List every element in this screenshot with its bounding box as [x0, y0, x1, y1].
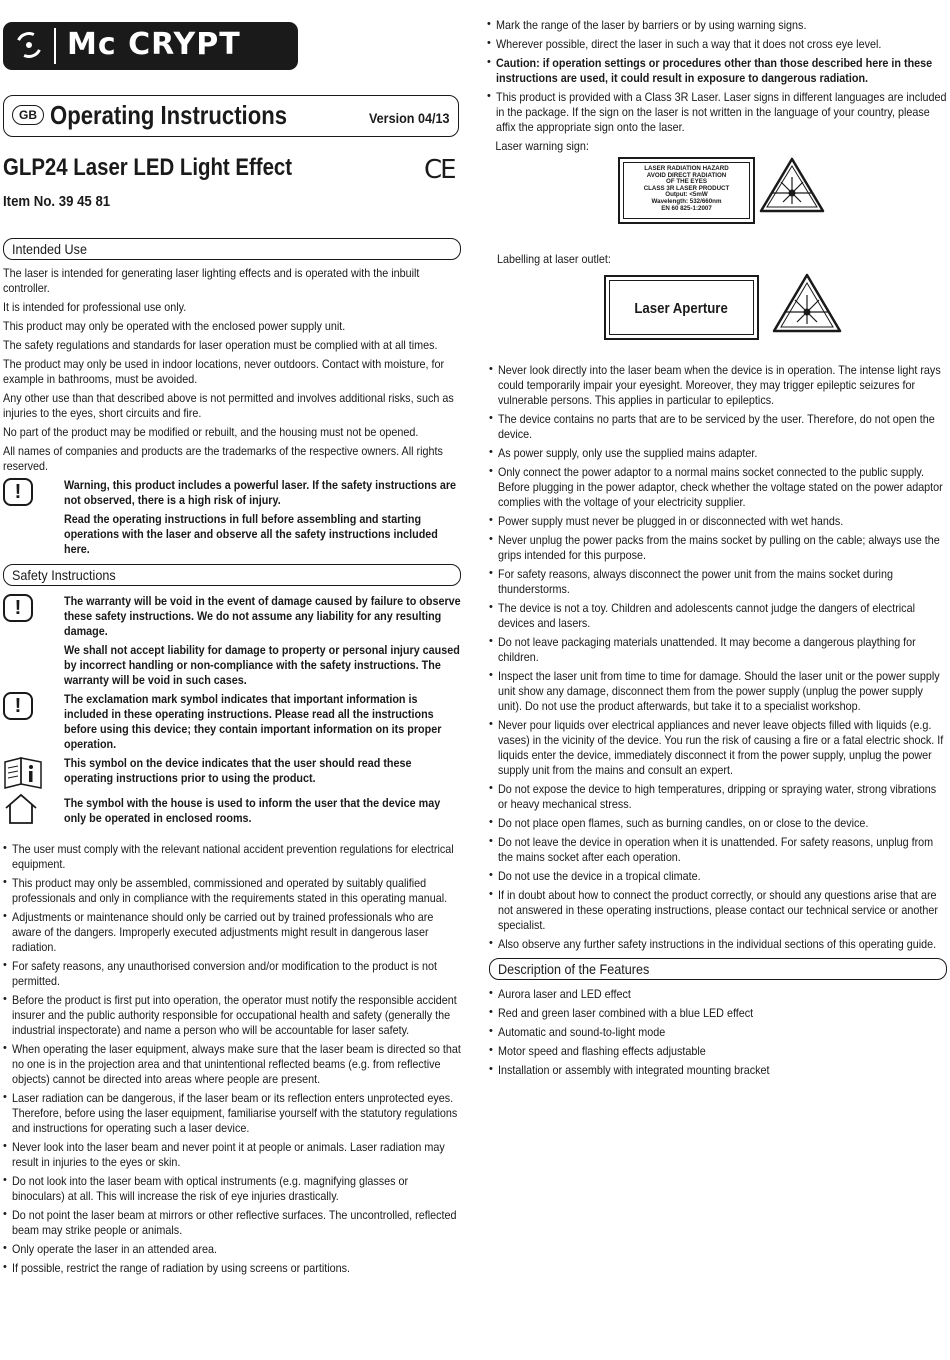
list-item: [3, 1261, 461, 1276]
list-item: [489, 888, 947, 933]
manual-symbol-block: [3, 756, 461, 786]
language-badge: GB: [12, 105, 44, 125]
left-column: [3, 238, 461, 1280]
list-item: [489, 1006, 947, 1021]
feature-text: • Automatic and sound-to-light mode: [498, 1026, 666, 1039]
exclamation-icon: !: [3, 692, 33, 720]
feature-text: • Installation or assembly with integrated mounting bracket: [498, 1064, 770, 1077]
list-item: [489, 1025, 947, 1040]
list-item: [489, 937, 947, 952]
safety-bullet-text: • Do not use the device in a tropical climate.: [498, 870, 701, 883]
safety-bullet-text: • Power supply must never be plugged in or disconnected with wet hands.: [498, 515, 844, 528]
right-top-bullet-list: [487, 18, 947, 52]
list-item: [3, 910, 461, 955]
warranty-text: The warranty will be void in the event of damage caused by failure to observe these safety instructions. We do not assume any liability for any resulting damage.: [64, 595, 461, 638]
brand-mark-icon: [10, 28, 56, 64]
safety-bullet-text: • Do not expose the device to high temperatures, dripping or spraying water, strong vibrations or heavy mechanical stress.: [498, 783, 937, 811]
brand-logo: [3, 22, 298, 70]
list-item: [489, 869, 947, 884]
safety-bullet-text: • Never look into the laser beam and never point it at people or animals. Laser radiation may result in injuries to the eyes or skin.: [12, 1141, 445, 1169]
safety-bullet-text: • When operating the laser equipment, always make sure that the laser beam is directed so that no one is in the projection area and that unintentional reflected beams (e.g. from reflective objects) cannot be directed into areas where people are present.: [12, 1043, 461, 1086]
safety-bullet-text: • The user must comply with the relevant national accident prevention regulations for electrical equipment.: [12, 843, 454, 871]
safety-bullet-text: • Do not leave packaging materials unattended. It may become a dangerous plaything for children.: [498, 636, 916, 664]
safety-bullet-text: • Never unplug the power packs from the mains socket by pulling on the cable; always use the grips intended for this purpose.: [498, 534, 940, 562]
intended-use-paragraph: This product may only be operated with the enclosed power supply unit.: [3, 320, 346, 333]
sign-line: AVOID DIRECT RADIATION: [646, 171, 727, 179]
item-number: Item No. 39 45 81: [3, 193, 111, 210]
list-item: [3, 1242, 461, 1257]
safety-bullet-text: • For safety reasons, any unauthorised conversion and/or modification to the product is not permitted.: [12, 960, 437, 988]
safety-bullet-text: • The device is not a toy. Children and adolescents cannot judge the dangers of electrical devices and lasers.: [498, 602, 915, 630]
safety-bullet-text: • Do not leave the device in operation when it is unattended. For safety reasons, unplug from the mains socket after each operation.: [498, 836, 934, 864]
intended-use-paragraph: Any other use than that described above is not permitted and involves additional risks, such as injuries to the eyes, short circuits and fire.: [3, 392, 454, 420]
right-lower-column: [489, 363, 947, 1082]
list-item: [489, 816, 947, 831]
list-item: [3, 959, 461, 989]
list-item: [489, 601, 947, 631]
sign-line: EN 60 825-1:2007: [661, 204, 712, 212]
list-item: [489, 363, 947, 408]
exclamation-info-text: The exclamation mark symbol indicates that important information is included in these operating instructions. Please read all the instructions before using this device; they contain important information on its proper operation.: [64, 693, 442, 751]
sign-line: LASER RADIATION HAZARD: [644, 165, 729, 172]
intended-use-paragraph: All names of companies and products are the trademarks of the respective owners. All rights reserved.: [3, 445, 443, 473]
safety-bullet-text: • If in doubt about how to connect the product correctly, or should any questions arise that are not answered in these operating instructions, please contact our technical service or another specialist.: [498, 889, 938, 932]
house-symbol-block: [3, 796, 461, 826]
safety-bullet-text: • Wherever possible, direct the laser in such a way that it does not cross eye level.: [496, 38, 882, 51]
list-item: [489, 412, 947, 442]
list-item: [489, 567, 947, 597]
safety-bullet-text: • Never pour liquids over electrical appliances and never leave objects filled with liquids (e.g. vases) in the vicinity of the device. You run the risk of causing a fire or a fatal electric shock. If liquids enter the device, immediately disconnect it from the power supply, unplug the power supply unit from the mains and consult an expert.: [498, 719, 944, 777]
list-item: [489, 669, 947, 714]
list-item: [489, 1063, 947, 1078]
exclamation-icon: !: [3, 594, 33, 622]
right-main-bullet-list: [489, 363, 947, 952]
warning-text-1: Warning, this product includes a powerful laser. If the safety instructions are not observed, there is a high risk of injury.: [64, 479, 457, 507]
sign-line: Wavelength: 532/660nm: [651, 197, 722, 205]
safety-bullet-text: • This product may only be assembled, commissioned and operated by suitably qualified professionals and only in compliance with the requirements stated in this operating manual.: [12, 877, 448, 905]
exclamation-icon: !: [3, 478, 33, 506]
safety-bullet-text: • Mark the range of the laser by barriers or by using warning signs.: [496, 19, 807, 32]
safety-bullet-text: • Laser radiation can be dangerous, if the laser beam or its reflection enters unprotected eyes. Therefore, before using the laser equipment, familiarise yourself with the statutory regulations and instructions for operating such a laser device.: [12, 1092, 458, 1135]
warranty-block: [3, 594, 461, 688]
laser-aperture-label: [604, 275, 759, 340]
safety-bullet-text: • Only operate the laser in an attended area.: [12, 1243, 218, 1256]
list-item: [489, 1044, 947, 1059]
safety-bullet-text: • Also observe any further safety instructions in the individual sections of this operating guide.: [498, 938, 937, 951]
feature-text: • Red and green laser combined with a blue LED effect: [498, 1007, 754, 1020]
warning-sign-label: Laser warning sign:: [495, 140, 589, 153]
list-item: [489, 718, 947, 778]
list-item: [3, 842, 461, 872]
manual-symbol-text: This symbol on the device indicates that the user should read these operating instructions prior to using the product.: [64, 757, 412, 785]
laser-warning-sign: [618, 157, 755, 224]
sign-line: Output: <5mW: [665, 191, 708, 199]
list-item: [3, 1174, 461, 1204]
safety-bullet-text: • The device contains no parts that are to be serviced by the user. Therefore, do not open the device.: [498, 413, 935, 441]
exclamation-info-block: [3, 692, 461, 752]
section-heading-features: Description of the Features: [489, 958, 947, 980]
safety-bullet-text: • Do not point the laser beam at mirrors or other reflective surfaces. The uncontrolled, reflected beam may strike people or animals.: [12, 1209, 457, 1237]
list-item: [489, 635, 947, 665]
aperture-text: Laser Aperture: [634, 300, 729, 317]
warning-text-2: Read the operating instructions in full before assembling and starting operations with the laser and observe all the safety instructions included here.: [64, 513, 438, 556]
list-item: [489, 465, 947, 510]
safety-bullet-text: • If possible, restrict the range of radiation by using screens or partitions.: [12, 1262, 351, 1275]
list-item: [489, 987, 947, 1002]
section-heading-intended-use: Intended Use: [3, 238, 461, 260]
list-item: [3, 1208, 461, 1238]
caution-list: [487, 56, 947, 135]
feature-text: • Aurora laser and LED effect: [498, 988, 631, 1001]
list-item: [487, 37, 947, 52]
intended-use-paragraph: The product may only be used in indoor locations, never outdoors. Contact with moisture, for example in bathrooms, must be avoided.: [3, 358, 445, 386]
list-item: [3, 1091, 461, 1136]
class3r-text: • This product is provided with a Class 3R Laser. Laser signs in different languages are included in the package. If the sign on the laser is not written in the language of your country, please affix the appropriate sign onto the laser.: [496, 91, 947, 134]
list-item: [3, 876, 461, 906]
doc-title: Operating Instructions: [50, 100, 287, 130]
sign-line: OF THE EYES: [666, 178, 707, 186]
list-item: [487, 18, 947, 33]
intended-use-paragraph: The laser is intended for generating laser lighting effects and is operated with the inbuilt controller.: [3, 267, 420, 295]
list-item: [3, 993, 461, 1038]
caution-text: • Caution: if operation settings or procedures other than those described here in these instructions are used, it could result in exposure to dangerous radiation.: [496, 57, 933, 85]
section-heading-safety: Safety Instructions: [3, 564, 461, 586]
safety-bullet-text: • Only connect the power adaptor to a normal mains socket connected to the public supply. Before plugging in the power adaptor, check whether the voltage stated on the power adaptor complies with the voltage of your electricity supplier.: [498, 466, 943, 509]
safety-bullet-text: • Do not place open flames, such as burning candles, on or close to the device.: [498, 817, 869, 830]
outlet-label-wrap: [497, 252, 697, 271]
list-item: [489, 514, 947, 529]
doc-version: Version 04/13: [369, 110, 450, 126]
features-list: [489, 987, 947, 1078]
product-title: GLP24 Laser LED Light Effect: [3, 154, 293, 181]
sign-line: CLASS 3R LASER PRODUCT: [643, 184, 730, 192]
list-item: [3, 1042, 461, 1087]
ce-mark-icon: CE: [424, 155, 455, 185]
laser-hazard-icon: [772, 273, 842, 338]
safety-bullet-text: • Inspect the laser unit from time to time for damage. Should the laser unit or the power supply unit show any damage, disconnect them from the power supply (unplug the power supply unit). Do not use the product afterwards, but take it to a specialist workshop.: [498, 670, 940, 713]
warning-block: [3, 478, 461, 557]
house-icon: [3, 792, 39, 831]
intended-use-paragraph: It is intended for professional use only.: [3, 301, 187, 314]
intended-use-text: [3, 266, 461, 474]
list-item: [489, 446, 947, 461]
intended-use-paragraph: The safety regulations and standards for laser operation must be complied with at all times.: [3, 339, 438, 352]
list-item: [489, 533, 947, 563]
safety-bullet-text: • For safety reasons, always disconnect the power unit from the mains socket during thunderstorms.: [498, 568, 893, 596]
safety-bullet-list: [3, 842, 461, 1276]
outlet-label: Labelling at laser outlet:: [497, 253, 611, 266]
liability-text: We shall not accept liability for damage to property or personal injury caused by incorrect handling or non-compliance with the safety instructions. The warranty will be void in such cases.: [64, 644, 460, 687]
safety-bullet-text: • Do not look into the laser beam with optical instruments (e.g. magnifying glasses or binoculars) at all. This will increase the risk of eye injuries drastically.: [12, 1175, 409, 1203]
safety-bullet-text: • As power supply, only use the supplied mains adapter.: [498, 447, 758, 460]
list-item: [489, 782, 947, 812]
title-banner: [3, 95, 459, 137]
safety-bullet-text: • Never look directly into the laser beam when the device is in operation. The intense light rays could temporarily impair your eyesight. Moreover, they may trigger epileptic seizures for vulnerable persons. This applies in particular to epileptics.: [498, 364, 941, 407]
intended-use-paragraph: No part of the product may be modified or rebuilt, and the housing must not be opened.: [3, 426, 419, 439]
brand-name: Mc CRYPT: [67, 27, 241, 62]
safety-bullet-text: • Adjustments or maintenance should only be carried out by trained professionals who are aware of the dangers. Improperly executed adjustments might result in dangerous laser radiation.: [12, 911, 434, 954]
laser-hazard-icon: [759, 157, 825, 218]
read-manual-icon: [3, 756, 43, 795]
safety-bullet-text: • Before the product is first put into operation, the operator must notify the responsible accident insurer and the public authority responsible for occupational health and safety (generally the industrial inspectorate) and name a person who will be accountable for laser safety.: [12, 994, 457, 1037]
list-item: [3, 1140, 461, 1170]
feature-text: • Motor speed and flashing effects adjustable: [498, 1045, 706, 1058]
house-symbol-text: The symbol with the house is used to inform the user that the device may only be operated in enclosed rooms.: [64, 797, 441, 825]
list-item: [489, 835, 947, 865]
right-column: [487, 18, 947, 158]
